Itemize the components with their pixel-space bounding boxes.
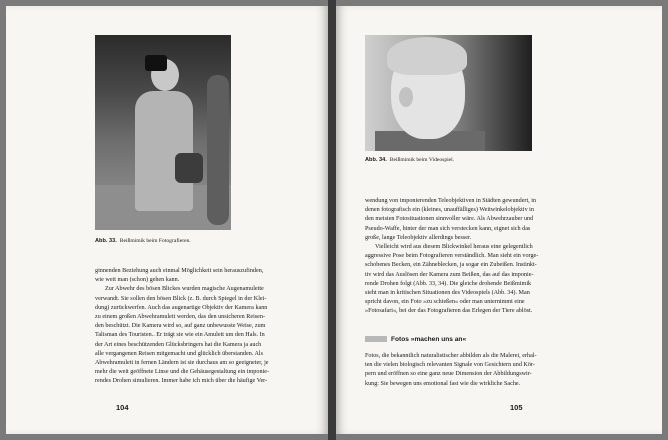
- text-line: dung) zurückwerfen. Auch das augenartige Objektiv der Kamera kann: [95, 304, 268, 311]
- caption-text: Beißmimik beim Videospiel.: [389, 157, 455, 163]
- text-line: Pseudo-Waffe, hinter der man sich verstecken kann, eignet sich das: [365, 225, 531, 232]
- text-line: sieht man in kritischen Situationen des Videospiels (Abb. 34). Man: [365, 290, 530, 297]
- text-line: Zur Abwehr des bösen Blickes wurden magische Augenamulette: [105, 286, 264, 293]
- text-line: ginnenden Beziehung auch einmal Möglichkeit sein herauszufinden,: [95, 268, 264, 274]
- caption-text: Beißmimik beim Fotografieren.: [119, 238, 191, 244]
- section-heading: [365, 335, 466, 344]
- text-line: »Fotosafari«, bei der das Fotografieren das Erlegen der Tiere ablöst.: [365, 308, 533, 315]
- text-line: alle vergangenen Reisen mitgemacht und glücklich überstanden. Als: [95, 350, 264, 357]
- text-line: der Art eines beschützenden Glücksbringers hat die Kamera ja auch: [95, 341, 262, 348]
- text-line: Abwehramulett in fernen Ländern ist sie durchaus am so geeigneter, je: [95, 360, 269, 367]
- heading-marker: [365, 336, 387, 342]
- text-line: Fotos, die bekanntlich naturalistischer abbilden als die Malerei, erhal-: [365, 353, 537, 359]
- right-body-text-2: [365, 352, 615, 389]
- text-line: den meisten Fotosituationen sinnvoller wäre. Als Abwehrzauber und: [365, 216, 534, 223]
- text-line: den beschützt. Die Kamera wird so, auf ganz unbewusste Weise, zum: [95, 323, 266, 330]
- text-line: rendes Drohen simulieren. Immer habe ich mich über die häufige Ver-: [95, 378, 268, 385]
- text-line: wie weit man (schon) gehen kann.: [95, 277, 180, 284]
- text-line: aggressive Pose beim Fotografieren verständlich. Man sieht ein vorge-: [365, 253, 539, 260]
- text-line: kung: Sie bewegen uns emotional fast wie die wirkliche Sache.: [365, 380, 521, 387]
- caption-label: Abb. 33.: [95, 238, 117, 244]
- photo-photographer: [95, 35, 231, 230]
- text-line: verwandt. Sie sollen den bösen Blick (z. B. durch Spiegel in der Klei-: [95, 295, 267, 302]
- camera-icon: [145, 55, 167, 71]
- text-line: schobenes Becken, ein Zähneblecken, ja sogar ein Zubeißen. Instinkt-: [365, 262, 537, 269]
- photo-person-body: [135, 91, 193, 211]
- figure-caption-34: [365, 157, 454, 164]
- text-line: spricht davon, ein Foto »zu schießen« oder man unternimmt eine: [365, 299, 525, 306]
- figure-caption-33: [95, 238, 191, 245]
- text-line: rende Drohen folgt (Abb. 33, 34). Die gleiche drohende Beißmimik: [365, 280, 532, 287]
- page-number: 104: [116, 403, 129, 412]
- photo-bystander: [207, 75, 229, 225]
- text-line: wendung von imponierenden Teleobjektiven in Städten gewundert, in: [365, 198, 537, 204]
- text-line: ten die vielen biologisch relevanten Signale von Gesichtern und Kör-: [365, 362, 535, 369]
- book-gutter: [328, 0, 336, 440]
- left-page: [6, 6, 328, 434]
- text-line: Talisman des Touristen.. Er trägt sie wie ein Amulett um den Hals. In: [95, 332, 265, 339]
- photo-boy-videogame: [365, 35, 532, 151]
- text-line: große, lange Teleobjektiv allerdings besser.: [365, 234, 472, 241]
- text-line: pern und eröffnen so eine ganz neue Dimension der Abbildungswir-: [365, 371, 532, 378]
- left-body-text: [95, 267, 321, 387]
- photo-boy-ear: [399, 87, 413, 107]
- text-line: denen fotografisch ein (kleines, unauffälliges) Weitwinkelobjektiv in: [365, 207, 534, 214]
- photo-boy-hair: [387, 37, 467, 75]
- photo-camera-bag: [175, 153, 203, 183]
- page-number: 105: [510, 403, 523, 412]
- text-line: mehr die weit geöffnete Linse und die Gehäusegestaltung ein imponie-: [95, 369, 269, 376]
- right-body-text: [365, 197, 615, 317]
- caption-label: Abb. 34.: [365, 157, 387, 163]
- section-heading-text: Fotos »machen uns an«: [391, 336, 467, 343]
- text-line: tiv wird das Auslösen der Kamera zum Beißen, das auf das imponie-: [365, 271, 534, 278]
- right-page: [336, 6, 662, 434]
- text-line: zu einem großen Abwehramulett werden, das den unsicheren Reisen-: [95, 314, 266, 321]
- text-line: Vielleicht wird aus diesem Blickwinkel heraus eine gelegentlich: [375, 244, 533, 251]
